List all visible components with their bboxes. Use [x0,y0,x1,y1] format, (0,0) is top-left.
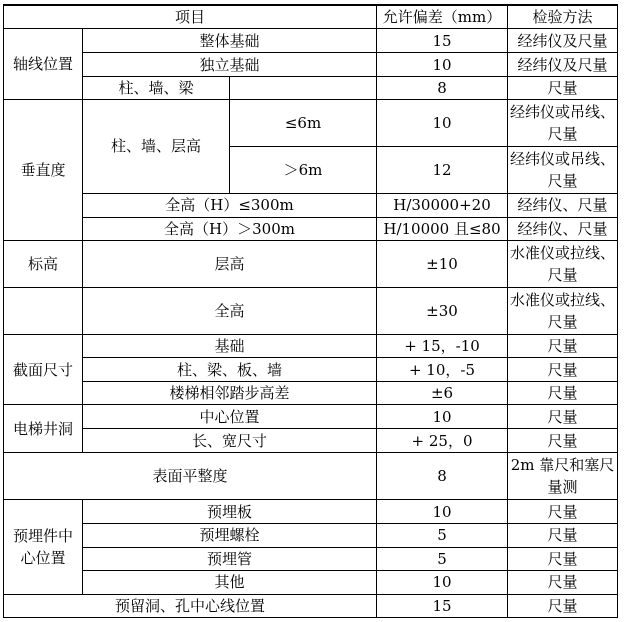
item-condition: ≤6m [230,100,377,147]
category-vertical: 垂直度 [4,100,83,240]
category-section: 截面尺寸 [4,334,83,404]
category-axis: 轴线位置 [4,29,83,100]
item-value: 10 [377,53,508,77]
item-method: 尺量 [508,334,618,357]
item-value: H/10000 且≤80 [377,217,508,240]
item-name: 柱、梁、板、墙 [83,358,377,382]
item-name: 整体基础 [83,29,377,53]
item-name: 其他 [83,570,377,594]
item-value: 10 [377,500,508,523]
item-value: 5 [377,547,508,570]
item-method: 尺量 [508,405,618,429]
item-name: 全高 [83,287,377,334]
item-method: 2m 靠尺和塞尺量测 [508,453,618,500]
item-name: 层高 [83,240,377,287]
item-method: 尺量 [508,523,618,547]
header-method: 检验方法 [508,5,618,29]
item-value: 10 [377,100,508,147]
header-item: 项目 [4,5,377,29]
category-blank [4,287,83,334]
item-name: 预留洞、孔中心线位置 [4,594,377,617]
item-value: + 25，0 [377,429,508,453]
header-deviation: 允许偏差（mm） [377,5,508,29]
item-method: 尺量 [508,382,618,405]
item-method: 尺量 [508,429,618,453]
item-name: 基础 [83,334,377,357]
item-method: 经纬仪或吊线、尺量 [508,147,618,193]
item-name: 预埋板 [83,500,377,523]
item-name: 全高（H）＞300m [83,217,377,240]
item-value: ±30 [377,287,508,334]
item-blank [230,77,377,100]
category-embedded: 预埋件中心位置 [4,500,83,594]
item-method: 尺量 [508,547,618,570]
item-value: 10 [377,405,508,429]
item-group: 柱、墙、层高 [83,100,230,193]
item-name: 楼梯相邻踏步高差 [83,382,377,405]
item-value: 8 [377,77,508,100]
item-value: 5 [377,523,508,547]
item-value: ±10 [377,240,508,287]
item-name: 全高（H）≤300m [83,193,377,217]
item-name: 预埋管 [83,547,377,570]
item-method: 经纬仪、尺量 [508,217,618,240]
item-method: 经纬仪或吊线、尺量 [508,100,618,147]
item-value: 10 [377,570,508,594]
item-method: 尺量 [508,594,618,617]
item-method: 尺量 [508,77,618,100]
item-method: 水准仪或拉线、尺量 [508,240,618,287]
item-value: ±6 [377,382,508,405]
item-name: 独立基础 [83,53,377,77]
item-name: 预埋螺栓 [83,523,377,547]
tolerance-table [3,4,618,618]
item-value: 15 [377,594,508,617]
item-value: + 10，-5 [377,358,508,382]
item-value: 12 [377,147,508,193]
item-name: 长、宽尺寸 [83,429,377,453]
item-method: 尺量 [508,570,618,594]
item-name: 表面平整度 [4,453,377,500]
item-method: 尺量 [508,500,618,523]
category-elevation: 标高 [4,240,83,287]
category-elevator: 电梯井洞 [4,405,83,453]
item-condition: ＞6m [230,147,377,193]
item-name: 柱、墙、梁 [83,77,230,100]
item-method: 经纬仪及尺量 [508,53,618,77]
item-method: 尺量 [508,358,618,382]
item-value: 15 [377,29,508,53]
item-value: 8 [377,453,508,500]
item-name: 中心位置 [83,405,377,429]
item-method: 经纬仪、尺量 [508,193,618,217]
item-value: + 15，-10 [377,334,508,357]
item-value: H/30000+20 [377,193,508,217]
item-method: 水准仪或拉线、尺量 [508,287,618,334]
item-method: 经纬仪及尺量 [508,29,618,53]
